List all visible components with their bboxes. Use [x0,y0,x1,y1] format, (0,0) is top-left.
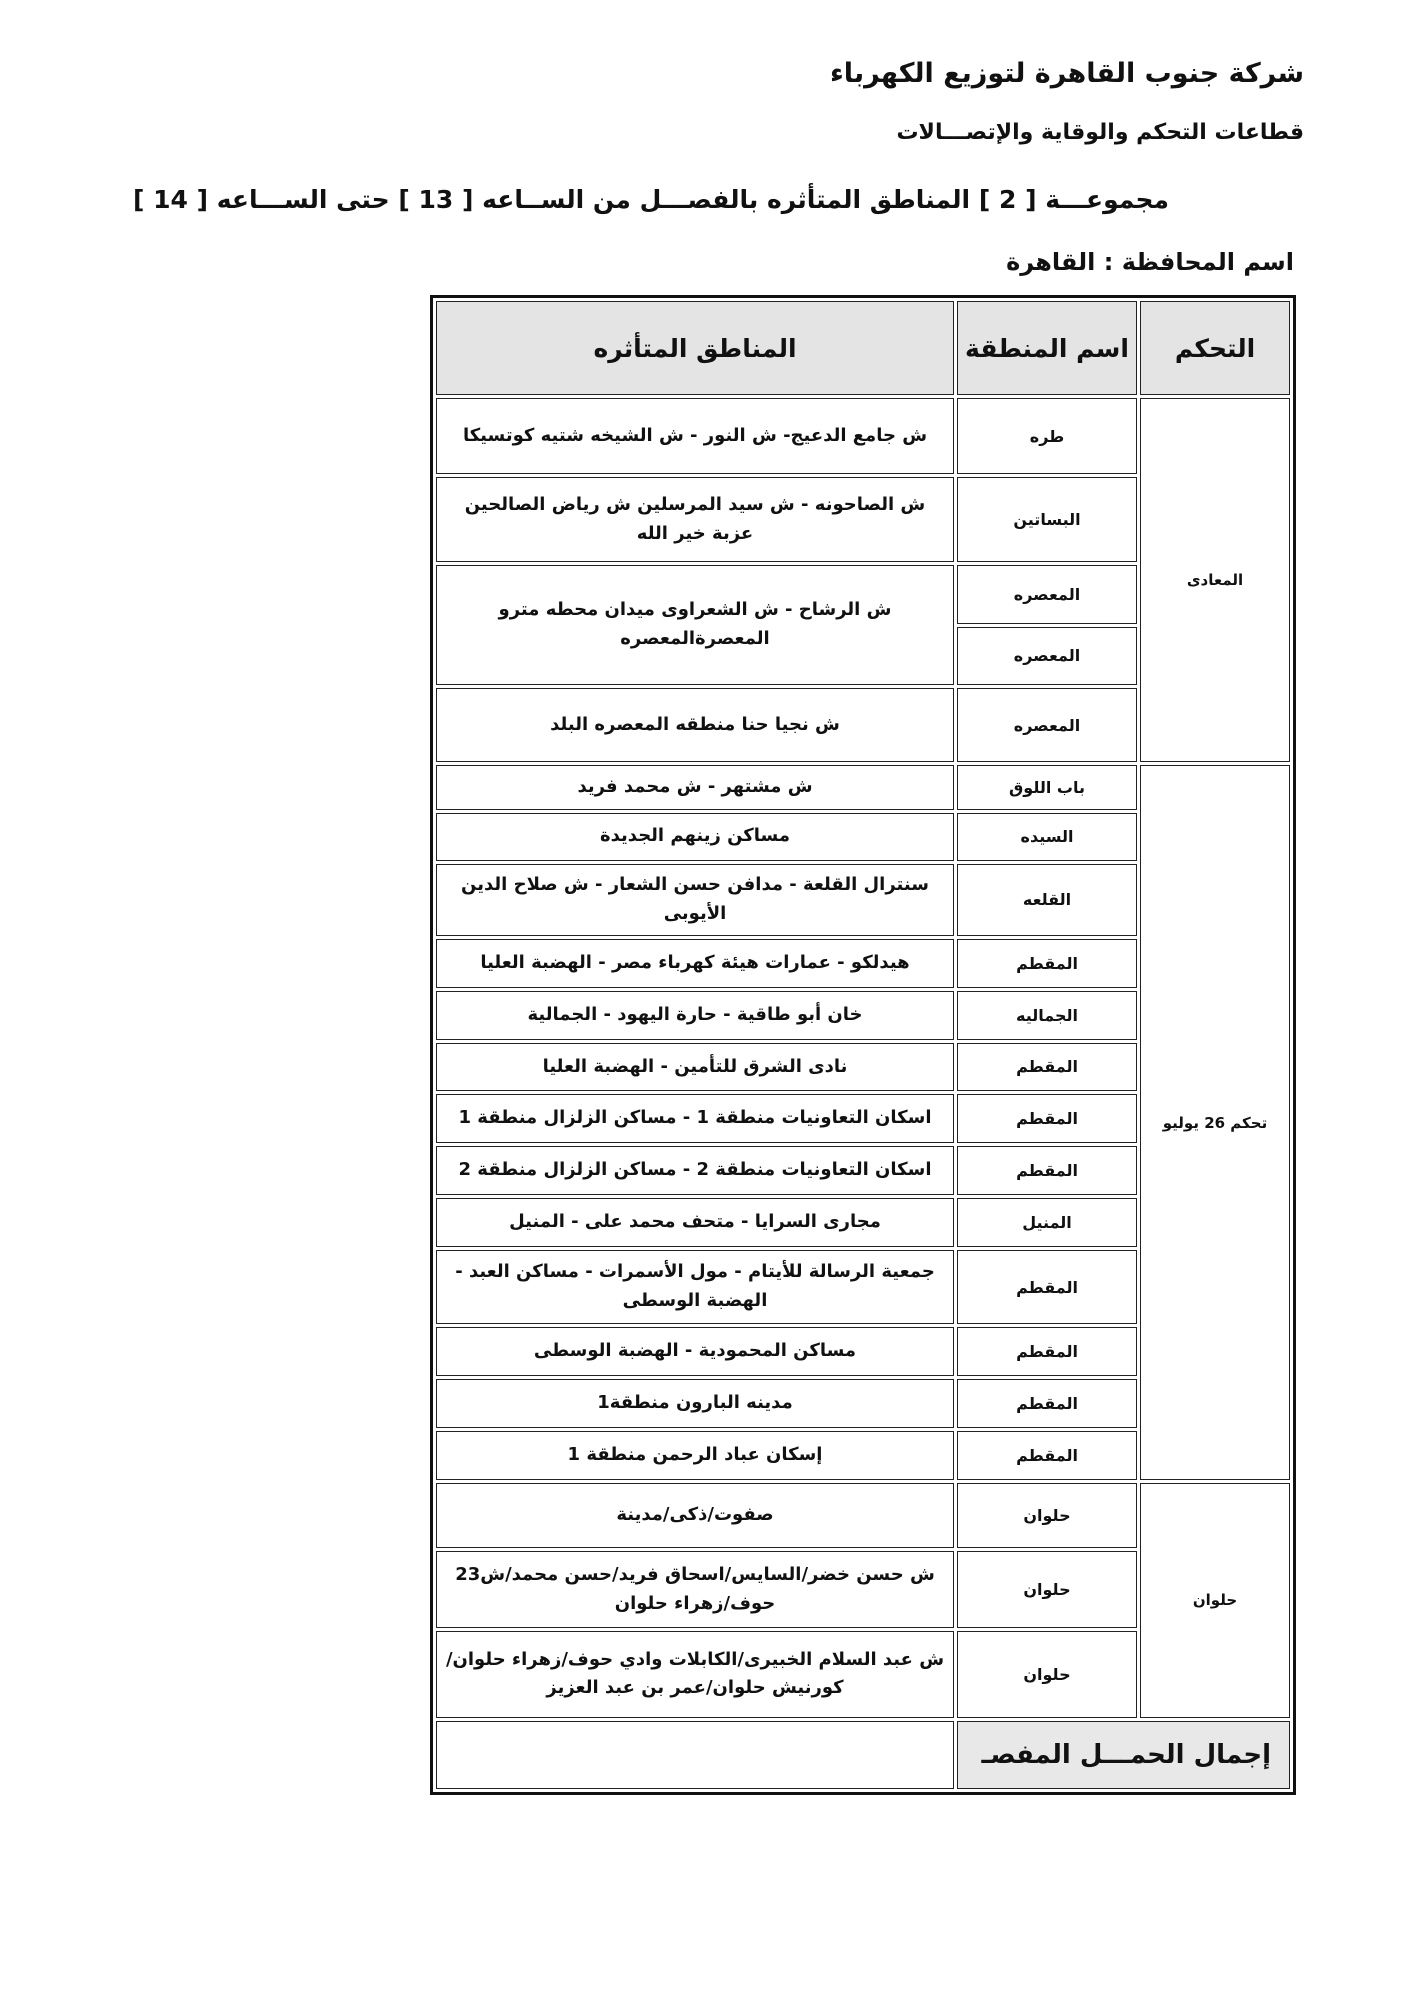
streets-cell: جمعية الرسالة للأيتام - مول الأسمرات - مساكن العبد - الهضبة الوسطى [436,1250,954,1324]
header-control: التحكم [1140,301,1290,395]
streets-cell: ش نجيا حنا منطقه المعصره البلد [436,688,954,762]
area-cell: حلوان [957,1483,1137,1549]
streets-cell: إسكان عباد الرحمن منطقة 1 [436,1431,954,1480]
streets-cell: نادى الشرق للتأمين - الهضبة العليا [436,1043,954,1092]
total-load-value [436,1721,954,1789]
streets-cell: اسكان التعاونيات منطقة 1 - مساكن الزلزال منطقة 1 [436,1094,954,1143]
streets-cell: ش جامع الدعيج- ش النور - ش الشيخه شتيه كوتسيكا [436,398,954,474]
sector-name: قطاعات التحكم والوقاية والإتصـــالات [896,120,1304,145]
area-cell: البساتين [957,477,1137,562]
area-cell: المقطم [957,1094,1137,1143]
area-cell: حلوان [957,1631,1137,1718]
header-streets: المناطق المتأثره [436,301,954,395]
table-header-row [436,301,1290,395]
area-cell: المقطم [957,1379,1137,1428]
company-name: شركة جنوب القاهرة لتوزيع الكهرباء [830,58,1304,89]
control-cell: حلوان [1140,1483,1290,1718]
streets-cell: ش عبد السلام الخبيرى/الكابلات وادي حوف/زهراء حلوان/كورنيش حلوان/عمر بن عبد العزيز [436,1631,954,1718]
area-cell: باب اللوق [957,765,1137,810]
streets-cell: ش حسن خضر/السايس/اسحاق فريد/حسن محمد/ش23 حوف/زهراء حلوان [436,1551,954,1627]
streets-cell: ش مشتهر - ش محمد فريد [436,765,954,810]
streets-cell: مساكن المحمودية - الهضبة الوسطى [436,1327,954,1376]
total-row [436,1721,1290,1789]
area-cell: حلوان [957,1551,1137,1627]
streets-cell: مجارى السرايا - متحف محمد على - المنيل [436,1198,954,1247]
streets-cell: مساكن زينهم الجديدة [436,813,954,861]
table-row [436,1483,1290,1549]
area-cell: السيده [957,813,1137,861]
area-cell: المقطم [957,1250,1137,1324]
streets-cell: مدينه البارون منطقة1 [436,1379,954,1428]
control-cell: تحكم 26 يوليو [1140,765,1290,1479]
control-cell: المعادى [1140,398,1290,762]
area-cell: المقطم [957,939,1137,988]
streets-cell: ش الرشاح - ش الشعراوى ميدان محطه مترو المعصرةالمعصره [436,565,954,685]
area-cell: المقطم [957,1043,1137,1092]
table-row [436,765,1290,810]
table-row [436,398,1290,474]
streets-cell: هيدلكو - عمارات هيئة كهرباء مصر - الهضبة العليا [436,939,954,988]
area-cell: المقطم [957,1431,1137,1480]
area-cell: القلعه [957,864,1137,936]
streets-cell: خان أبو طاقية - حارة اليهود - الجمالية [436,991,954,1040]
streets-cell: صفوت/ذكى/مدينة [436,1483,954,1549]
governorate-label: اسم المحافظة : القاهرة [1006,248,1294,276]
group-title: مجموعـــة [ 2 ] المناطق المتأثره بالفصـــل من الســاعه [ 13 ] حتى الســـاعه [ 14 ] [132,185,1169,214]
area-cell: المقطم [957,1327,1137,1376]
area-cell: المقطم [957,1146,1137,1195]
streets-cell: ش الصاحونه - ش سيد المرسلين ش رياض الصالحين عزبة خير الله [436,477,954,562]
area-cell: المعصره [957,688,1137,762]
area-cell: المعصره [957,565,1137,623]
area-cell: المعصره [957,627,1137,685]
schedule-table [430,295,1296,1795]
area-cell: الجماليه [957,991,1137,1040]
area-cell: المنيل [957,1198,1137,1247]
streets-cell: اسكان التعاونيات منطقة 2 - مساكن الزلزال منطقة 2 [436,1146,954,1195]
streets-cell: سنترال القلعة - مدافن حسن الشعار - ش صلاح الدين الأيوبى [436,864,954,936]
area-cell: طره [957,398,1137,474]
header-area: اسم المنطقة [957,301,1137,395]
total-load-label: إجمال الحمـــل المفصـ [957,1721,1290,1789]
